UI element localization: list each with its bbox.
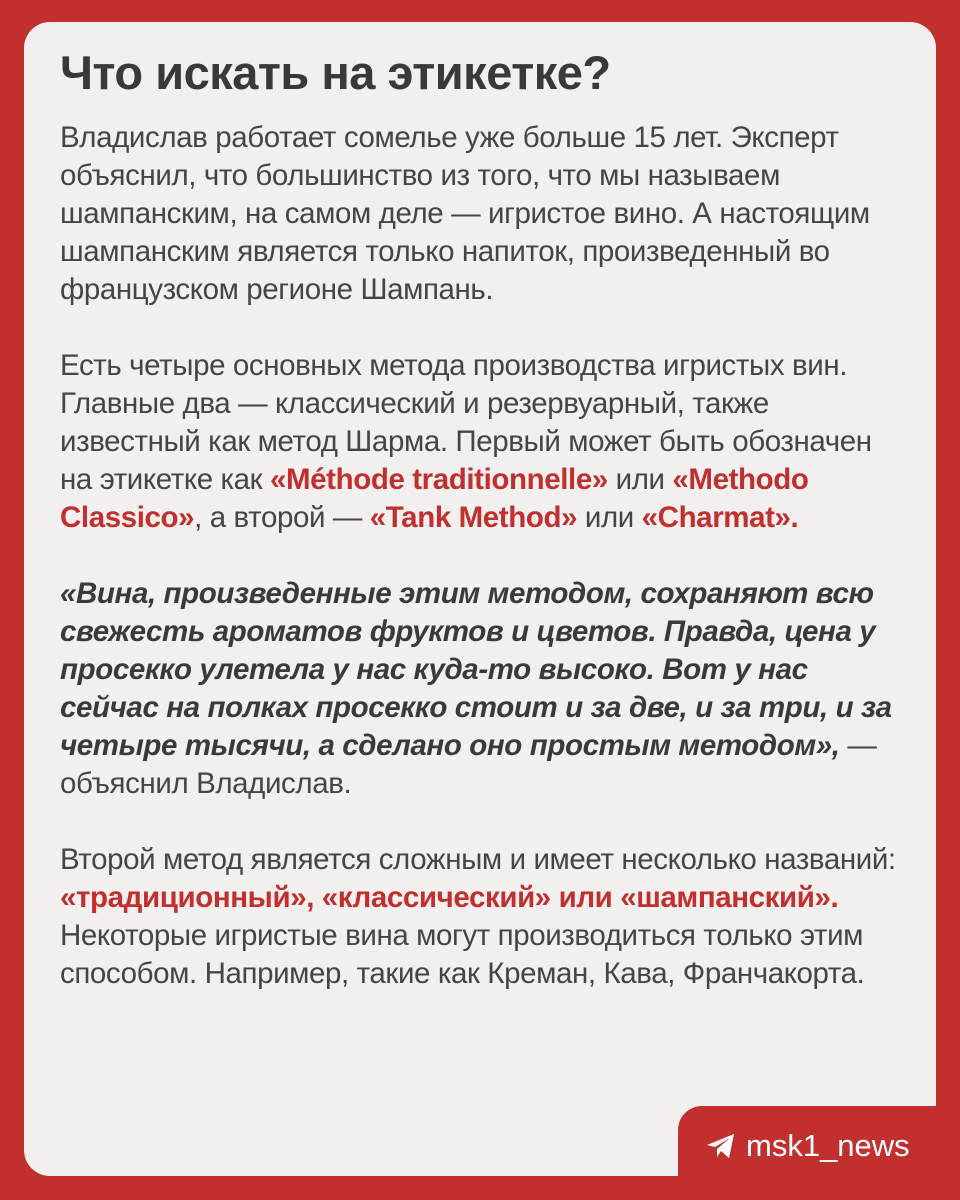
telegram-badge-content [706, 1128, 910, 1164]
methods-text-4: или [577, 501, 642, 534]
article-card [24, 22, 936, 1176]
article-body [60, 119, 910, 993]
methods-text-1: Есть четыре основных метода производства игристых вин. Главные два — классический и резервуарный, также известный как метод Шарма. Первый может быть обозначен на этикетке как [60, 349, 872, 496]
quote-attribution: — объяснил Владислав. [60, 729, 877, 800]
method-term-traditionnelle: «Méthode traditionnelle» [269, 463, 608, 496]
methods-text-2: или [607, 463, 673, 496]
traditional-text-2: Некоторые игристые вина могут производиться только этим способом. Например, такие как Креман, Кава, Франчакорта. [60, 919, 865, 990]
traditional-text-1: Второй метод является сложным и имеет несколько названий: [60, 843, 896, 876]
methods-text-3: , а второй — [194, 501, 370, 534]
paragraph-methods [60, 347, 910, 537]
method-term-tank: «Tank Method» [369, 501, 578, 534]
traditional-method-names: «традиционный», «классический» или «шампанский». [60, 881, 839, 914]
article-title: Что искать на этикетке? [60, 46, 611, 99]
paragraph-intro: Владислав работает сомелье уже больше 15 лет. Эксперт объяснил, что большинство из того, что мы называем шампанским, на самом деле — игристое вино. А настоящим шампанским является только напиток, произведенный во французском регионе Шампань. [60, 121, 870, 306]
expert-quote: «Вина, произведенные этим методом, сохраняют всю свежесть ароматов фруктов и цветов. Правда, цена у просекко улетела у нас куда-то высоко. Вот у нас сейчас на полках просекко стоит и за две, и за три, и за четыре тысячи, а сделано оно простым методом», [60, 577, 892, 762]
telegram-handle: msk1_news [746, 1128, 910, 1163]
method-term-classico: «Methodo Classico» [60, 463, 809, 534]
telegram-plane-icon [706, 1133, 736, 1159]
paragraph-traditional-method [60, 841, 910, 993]
telegram-badge[interactable] [678, 1106, 960, 1200]
paragraph-quote [60, 575, 910, 803]
method-term-charmat: «Charmat». [641, 501, 799, 534]
